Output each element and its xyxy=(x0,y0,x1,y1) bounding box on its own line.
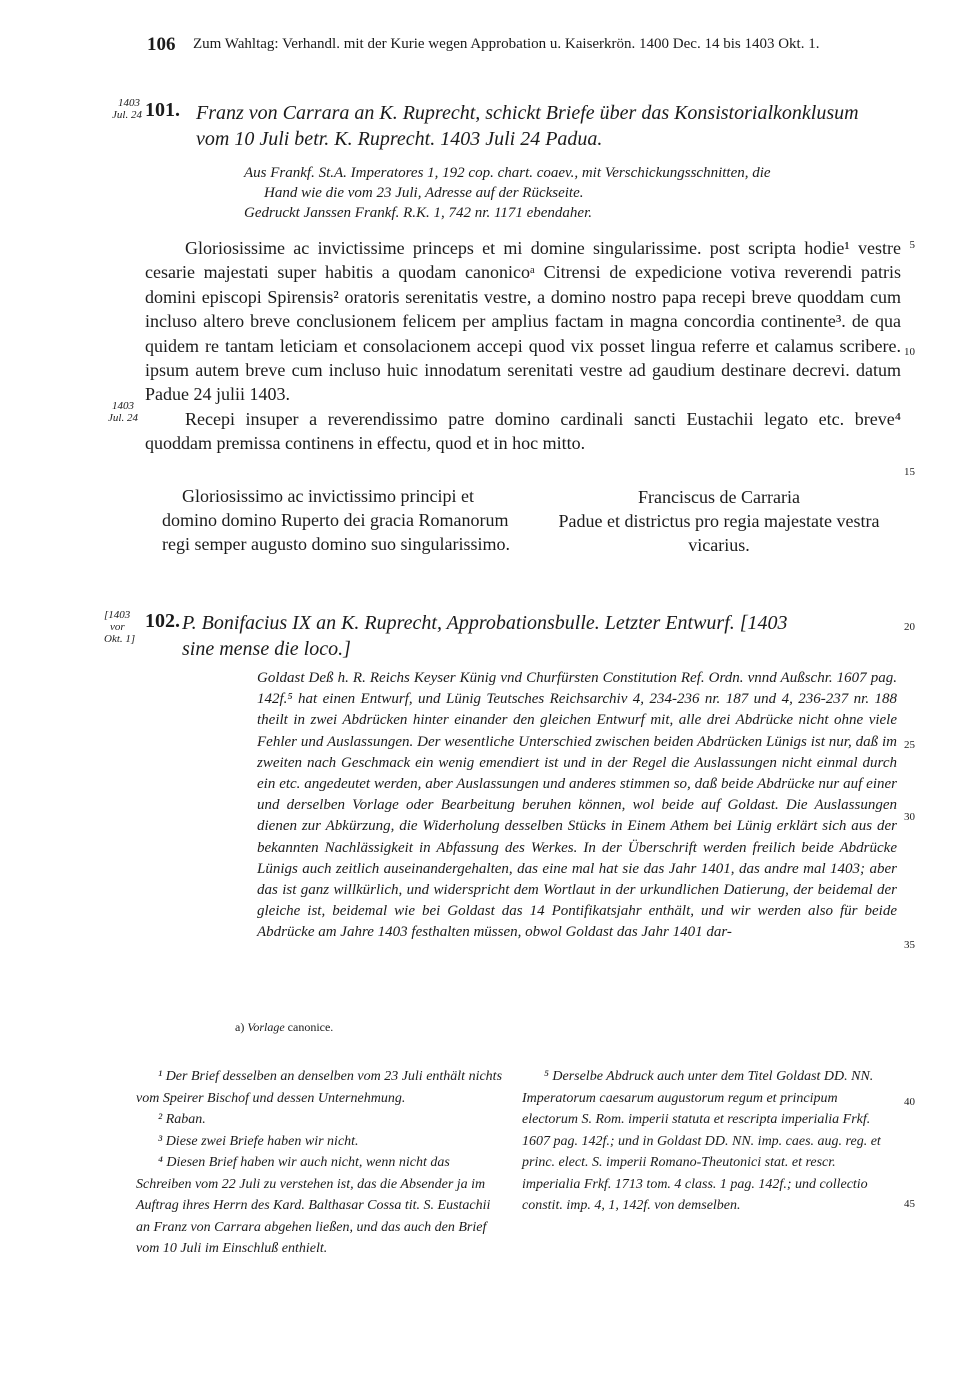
doc101-title-line1: Franz von Carrara an K. Ruprecht, schickt Briefe über das Konsistorialkonklusum xyxy=(196,102,859,124)
doc101-source-line2: Hand wie die vom 23 Juli, Adresse auf der Rückseite. xyxy=(264,185,584,201)
margin-date2-year: 1403 xyxy=(112,400,134,412)
signature-name: Franciscus de Carraria xyxy=(638,487,800,507)
doc102-title-line1: P. Bonifacius IX an K. Ruprecht, Approbationsbulle. Letzter Entwurf. [1403 xyxy=(182,612,788,634)
doc102-margin-date xyxy=(104,609,135,645)
doc102-number: 102. xyxy=(145,610,180,632)
doc101-title xyxy=(196,100,916,152)
doc102-title-line2: sine mense die loco.] xyxy=(182,638,351,660)
margin-date-102-line2: vor xyxy=(110,621,125,633)
apparatus-reading: canonice. xyxy=(287,1020,334,1034)
line-number-25: 25 xyxy=(904,739,915,751)
margin-date-102-line1: [1403 xyxy=(104,609,131,621)
signature-title: Padue et districtus pro regia majestate vestra vicarius. xyxy=(558,511,880,555)
footnote-5: ⁵ Derselbe Abdruck auch unter dem Titel Goldast DD. NN. Imperatorum caesarum augustorum regum et principum electorum S. Rom. imperii statuta et rescripta imperialia Frkf. 1607 pag. 142f.; und in Goldast DD. NN. imp. caes. aug. reg. et princ. elect. S. imperii Romano-Theutonici stat. et rescr. imperialia Frkf. 1713 tom. 4 class. 1 pag. 142f.; und collectio constit. imp. 4, 1, 142f. von demselben. xyxy=(522,1069,881,1213)
doc101-address xyxy=(162,484,514,556)
doc101-margin-date-2 xyxy=(108,400,138,424)
doc102-title xyxy=(182,610,906,662)
doc101-margin-date xyxy=(112,97,142,121)
line-number-15: 15 xyxy=(904,466,915,478)
footnote-2: ² Raban. xyxy=(158,1112,206,1127)
margin-date-year: 1403 xyxy=(118,97,140,109)
footnotes-left xyxy=(136,1066,504,1260)
doc102-note-text: Goldast Deß h. R. Reichs Keyser Künig vnd Churfürsten Constitution Ref. Ordn. vnnd Außschr. 1607 pag. 142f.⁵ hat einen Entwurf, und Lünig Teutsches Reichsarchiv 4, 234-236 nr. 187 und 4, 236-237 nr. 188 theilt in zwei Abdrücken hinter einander den gleichen Entwurf mit, alle drei Abdrücke nicht ohne viele Fehler und Auslassungen. Der wesentliche Unterschied zwischen beiden Abdrücken Lünigs ist nur, daß im zweiten nach Geschmack ein wenig emendiert ist und in der Regel die Auslassungen nicht einmal durch ein etc. angedeutet werden, aber Auslassungen und anderes stimmen so, daß beide Abdrücke nur auf einer und derselben Vorlage oder Bearbeitung beruhen können, wol beide auf Goldast. Die Auslassungen dienen zur Abkürzung, die Widerholung desselben Stücks in Einem Athem bei Lünig erklärt sich aus der bekannten Nachlässigkeit in Abfassung des Werkes. In der Überschrift werden freilich beide Abdrücke Lünigs auch zeitlich auseinandergehalten, das eine mal hat sie das Jahr 1401, das andre mal 1403; aber das ist ganz willkürlich, und widerspricht dem Wortlaut in der urkundlichen Datierung, der beidemal der gleiche ist, beidemal wie bei Goldast das 14 Pontifikatsjahr enthält, und wir werden also für beide Abdrücke am Jahre 1403 festhalten müssen, obwol Goldast das Jahr 1401 dar- xyxy=(257,670,897,941)
running-title: Zum Wahltag: Verhandl. mit der Kurie wegen Approbation u. Kaiserkrön. 1400 Dec. 14 bis 1403 Okt. 1. xyxy=(193,36,820,52)
line-number-45: 45 xyxy=(904,1198,915,1210)
footnote-4: ⁴ Diesen Brief haben wir auch nicht, wenn nicht das Schreiben vom 22 Juli zu verstehen ist, das die Absender ja im Auftrag ihres Herrn des Kard. Balthasar Cossa tit. S. Eustachii an Franz von Carrara abgehen ließen, und das auch den Brief vom 10 Juli im Einschluß enthielt. xyxy=(136,1155,491,1256)
footnotes-right xyxy=(522,1066,897,1217)
line-number-40: 40 xyxy=(904,1096,915,1108)
line-number-5: 5 xyxy=(909,239,915,251)
doc101-paragraph-2: Recepi insuper a reverendissimo patre domino cardinali sancti Eustachii legato etc. breve⁴ quoddam premissa continens in effectu, quod et in hoc mitto. xyxy=(145,408,901,454)
margin-date-day: Jul. 24 xyxy=(112,109,142,121)
line-number-30: 30 xyxy=(904,811,915,823)
apparatus-note xyxy=(235,1020,333,1035)
margin-date2-day: Jul. 24 xyxy=(108,412,138,424)
doc101-printed: Gedruckt Janssen Frankf. R.K. 1, 742 nr. 1171 ebendaher. xyxy=(244,205,593,221)
address-text: Gloriosissimo ac invictissimo principi et domino domino Ruperto dei gracia Romanorum regi semper augusto domino suo singularissimo. xyxy=(162,486,510,554)
footnote-1: ¹ Der Brief desselben an denselben vom 23 Juli enthält nichts vom Speirer Bischof und dessen Unternehmung. xyxy=(136,1069,503,1106)
line-number-10: 10 xyxy=(904,346,915,358)
page-number: 106 xyxy=(147,34,176,55)
doc101-source xyxy=(244,163,904,223)
doc101-number: 101. xyxy=(145,99,180,121)
doc101-paragraph-1: Gloriosissime ac invictissime princeps et mi domine singularissime. post scripta hodie¹ vestre cesarie majestati super habitis a quodam canonicoᵃ Citrensi de expedicione votiva reverendi patris domini episcopi Spirensis² oratoris serenitatis vestre, a domino nostro papa recepi breve quoddam cum incluso altero breve conclusionem felicem per amplius factam in magna concordia continente³. de qua quidem re tantam leticiam et consolacionem accepi quod vix posset lingua referre et calamus scribere. ipsum autem breve cum incluso huic innodatum serenitati vestre ad gaudium destinare decrevi. datum Padue 24 julii 1403. xyxy=(145,238,901,405)
margin-date-102-line3: Okt. 1] xyxy=(104,633,136,645)
line-number-20: 20 xyxy=(904,621,915,633)
apparatus-label: a) xyxy=(235,1020,245,1034)
line-number-35: 35 xyxy=(904,939,915,951)
doc101-signature xyxy=(534,485,904,557)
apparatus-word: Vorlage xyxy=(247,1020,285,1034)
footnote-3: ³ Diese zwei Briefe haben wir nicht. xyxy=(158,1133,359,1149)
doc101-source-line1: Aus Frankf. St.A. Imperatores 1, 192 cop. chart. coaev., mit Verschickungsschnitten, die xyxy=(244,165,771,181)
doc101-title-line2: vom 10 Juli betr. K. Ruprecht. 1403 Juli 24 Padua. xyxy=(196,128,603,150)
doc101-text xyxy=(145,236,901,456)
doc102-notes xyxy=(257,668,897,944)
